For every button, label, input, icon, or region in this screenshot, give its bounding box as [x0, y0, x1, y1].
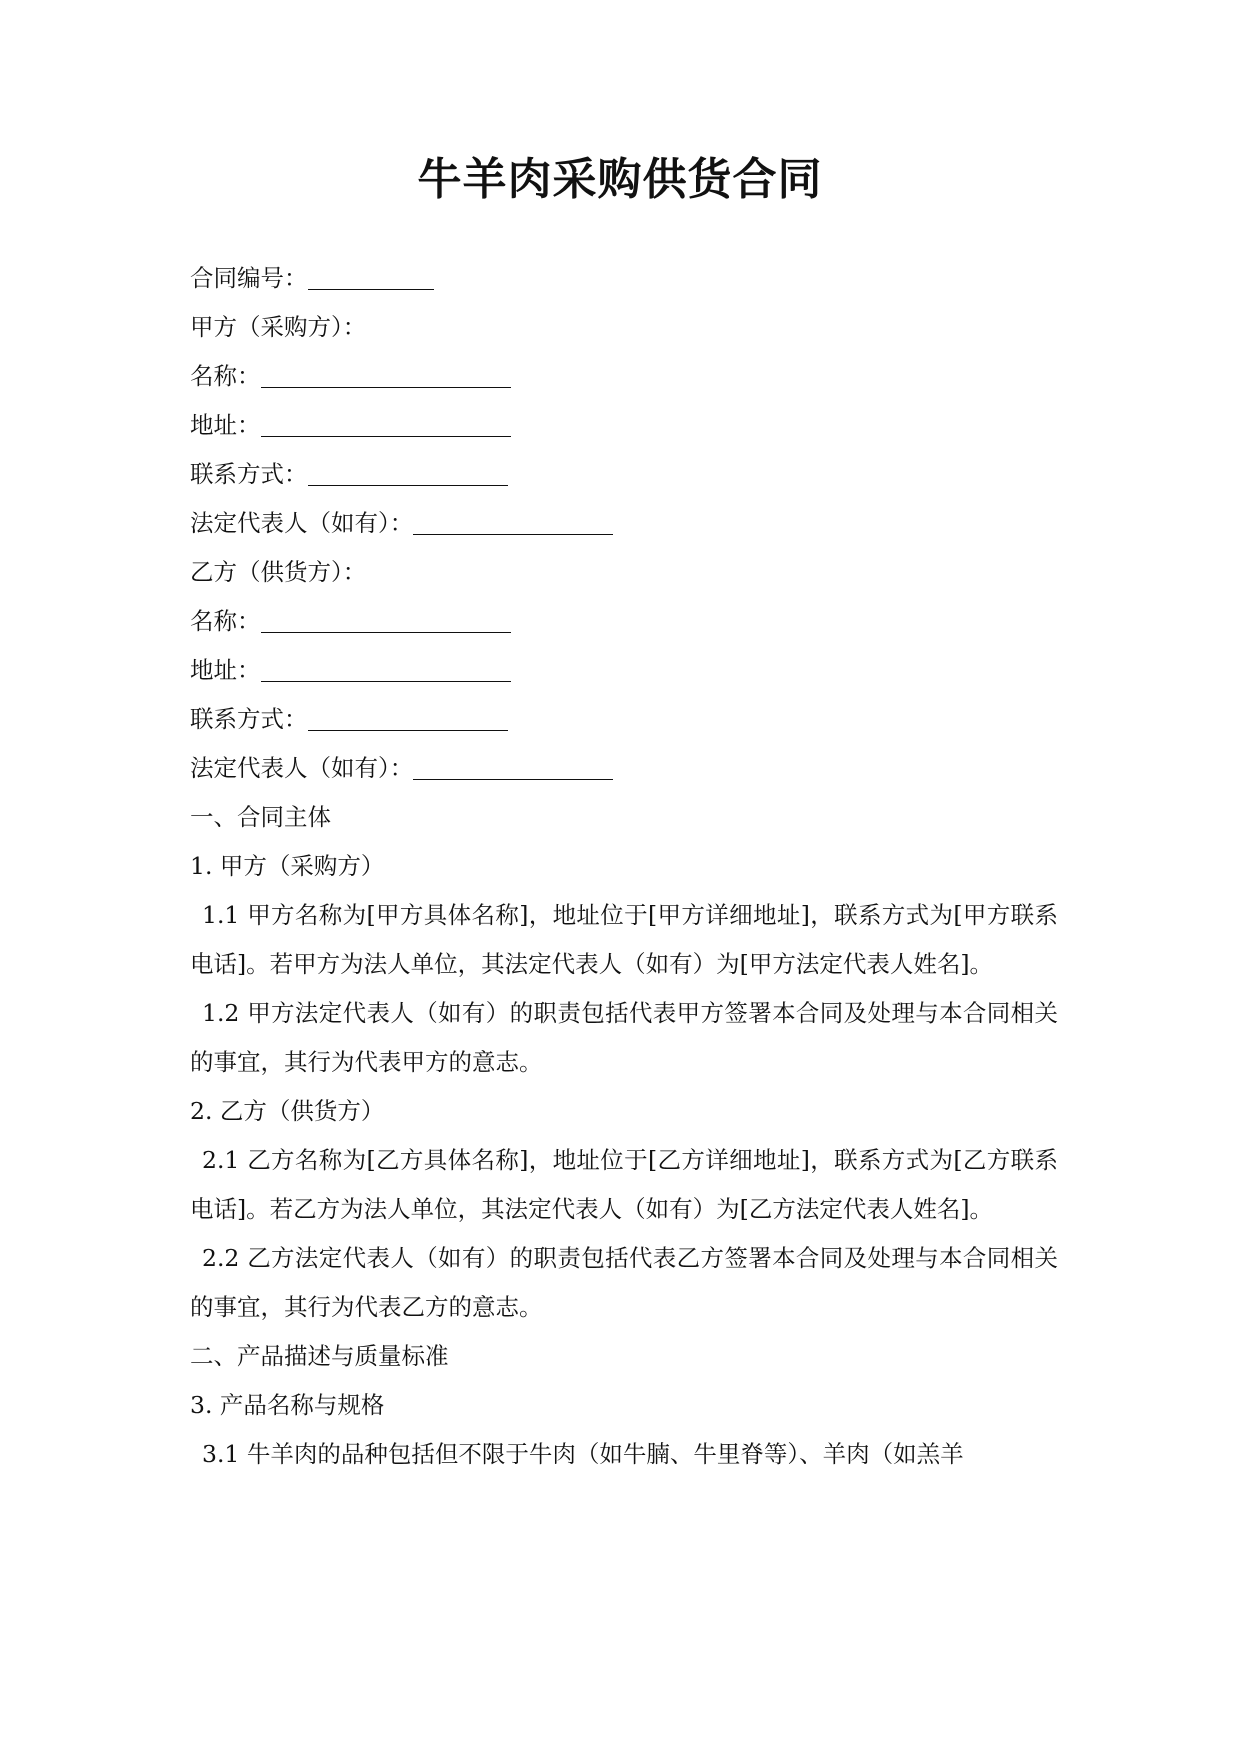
- document-body: [190, 254, 1058, 1479]
- party-b-name-field: [190, 597, 1058, 646]
- document-title: 牛羊肉采购供货合同: [417, 154, 823, 205]
- clause-1-2: 1.2 甲方法定代表人（如有）的职责包括代表甲方签署本合同及处理与本合同相关的事宜，其行为代表甲方的意志。: [190, 999, 1058, 1076]
- party-a-address-blank[interactable]: [261, 406, 511, 437]
- clause-1-heading: 1. 甲方（采购方）: [190, 852, 385, 880]
- party-a-rep-field: [190, 499, 1058, 548]
- party-b-address-label: 地址：: [190, 656, 261, 684]
- party-b-contact-label: 联系方式：: [190, 705, 308, 733]
- clause-2-1: 2.1 乙方名称为[乙方具体名称]，地址位于[乙方详细地址]，联系方式为[乙方联系电话]。若乙方为法人单位，其法定代表人（如有）为[乙方法定代表人姓名]。: [190, 1146, 1058, 1223]
- party-a-contact-field: [190, 450, 1058, 499]
- clause-3-heading: 3. 产品名称与规格: [190, 1391, 385, 1419]
- party-a-name-blank[interactable]: [261, 357, 511, 388]
- party-a-address-field: [190, 401, 1058, 450]
- contract-number-label: 合同编号：: [190, 264, 308, 292]
- party-b-contact-blank[interactable]: [308, 700, 508, 731]
- party-b-rep-blank[interactable]: [413, 749, 613, 780]
- party-b-address-field: [190, 646, 1058, 695]
- section-2-heading: 二、产品描述与质量标准: [190, 1342, 449, 1370]
- contract-number-field: [190, 254, 1058, 303]
- party-b-name-blank[interactable]: [261, 602, 511, 633]
- party-a-address-label: 地址：: [190, 411, 261, 439]
- clause-1-1: 1.1 甲方名称为[甲方具体名称]，地址位于[甲方详细地址]，联系方式为[甲方联系电话]。若甲方为法人单位，其法定代表人（如有）为[甲方法定代表人姓名]。: [190, 901, 1058, 978]
- clause-2-heading: 2. 乙方（供货方）: [190, 1097, 385, 1125]
- party-a-rep-blank[interactable]: [413, 504, 613, 535]
- party-b-heading: 乙方（供货方）：: [190, 558, 367, 586]
- party-b-rep-label: 法定代表人（如有）：: [190, 754, 414, 782]
- contract-number-blank[interactable]: [308, 259, 434, 290]
- party-a-name-field: [190, 352, 1058, 401]
- party-b-rep-field: [190, 744, 1058, 793]
- party-a-contact-blank[interactable]: [308, 455, 508, 486]
- party-a-rep-label: 法定代表人（如有）：: [190, 509, 414, 537]
- clause-3-1: 3.1 牛羊肉的品种包括但不限于牛肉（如牛腩、牛里脊等）、羊肉（如羔羊: [202, 1440, 964, 1468]
- party-b-address-blank[interactable]: [261, 651, 511, 682]
- party-a-contact-label: 联系方式：: [190, 460, 308, 488]
- section-1-heading: 一、合同主体: [190, 803, 331, 831]
- party-b-contact-field: [190, 695, 1058, 744]
- clause-2-2: 2.2 乙方法定代表人（如有）的职责包括代表乙方签署本合同及处理与本合同相关的事宜，其行为代表乙方的意志。: [190, 1244, 1058, 1321]
- party-a-heading: 甲方（采购方）：: [190, 313, 367, 341]
- party-a-name-label: 名称：: [190, 362, 261, 390]
- party-b-name-label: 名称：: [190, 607, 261, 635]
